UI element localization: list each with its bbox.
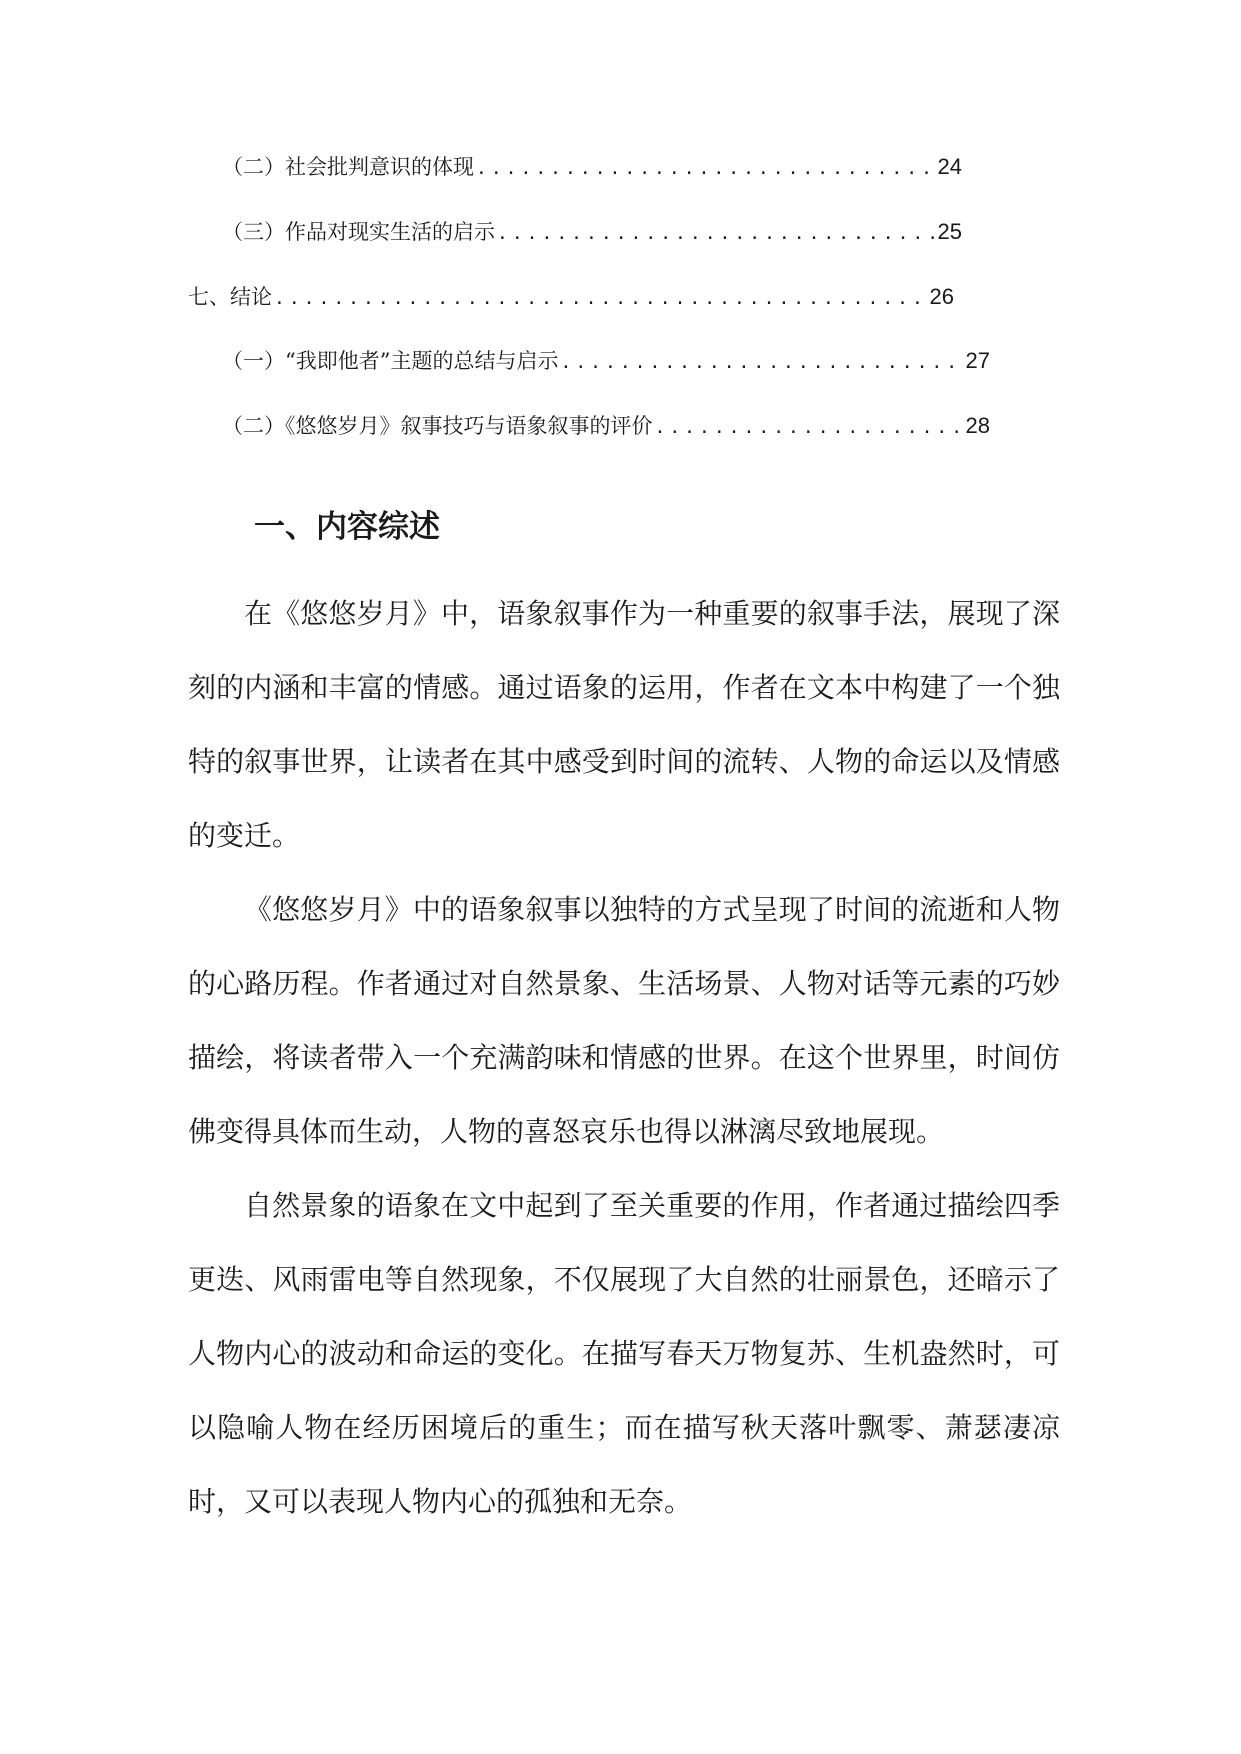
toc-page-number: 27 <box>965 348 990 373</box>
toc-entry[interactable] <box>222 411 990 443</box>
toc-entry-label: （三）作品对现实生活的启示 <box>222 220 495 244</box>
toc-page-number: 28 <box>965 413 990 438</box>
section-heading: 一、内容综述 <box>254 509 440 545</box>
toc-dot-leader <box>558 348 963 378</box>
toc-entry-label: （二）社会批判意识的体现 <box>222 155 474 179</box>
toc-dot-leader <box>495 219 936 249</box>
toc-entry-label: （二）《悠悠岁月》叙事技巧与语象叙事的评价 <box>222 414 653 438</box>
toc-dot-leader <box>653 413 964 443</box>
body-paragraph: 在《悠悠岁月》中，语象叙事作为一种重要的叙事手法，展现了深刻的内涵和丰富的情感。通过语象的运用，作者在文本中构建了一个独特的叙事世界，让读者在其中感受到时间的流转、人物的命运以及情感的变迁。 <box>188 597 1060 852</box>
toc-page-number: 25 <box>937 219 962 244</box>
toc-dot-leader <box>474 154 936 184</box>
toc-entry[interactable] <box>222 217 962 249</box>
toc-entry-label: 七、结论 <box>188 285 272 309</box>
toc-page-number: 26 <box>929 284 954 309</box>
toc-entry[interactable] <box>188 282 954 314</box>
body-paragraph: 《悠悠岁月》中的语象叙事以独特的方式呈现了时间的流逝和人物的心路历程。作者通过对自然景象、生活场景、人物对话等元素的巧妙描绘，将读者带入一个充满韵味和情感的世界。在这个世界里，时间仿佛变得具体而生动，人物的喜怒哀乐也得以淋漓尽致地展现。 <box>188 893 1060 1148</box>
toc-entry[interactable] <box>222 346 990 378</box>
toc-page-number: 24 <box>937 154 962 179</box>
toc-entry[interactable] <box>222 152 962 184</box>
toc-entry-label: （一）“我即他者”主题的总结与启示 <box>222 349 559 373</box>
body-paragraph: 自然景象的语象在文中起到了至关重要的作用，作者通过描绘四季更迭、风雨雷电等自然现象，不仅展现了大自然的壮丽景色，还暗示了人物内心的波动和命运的变化。在描写春天万物复苏、生机盎然时，可以隐喻人物在经历困境后的重生；而在描写秋天落叶飘零、萧瑟凄凉时，又可以表现人物内心的孤独和无奈。 <box>188 1189 1060 1518</box>
toc-dot-leader <box>272 284 928 314</box>
